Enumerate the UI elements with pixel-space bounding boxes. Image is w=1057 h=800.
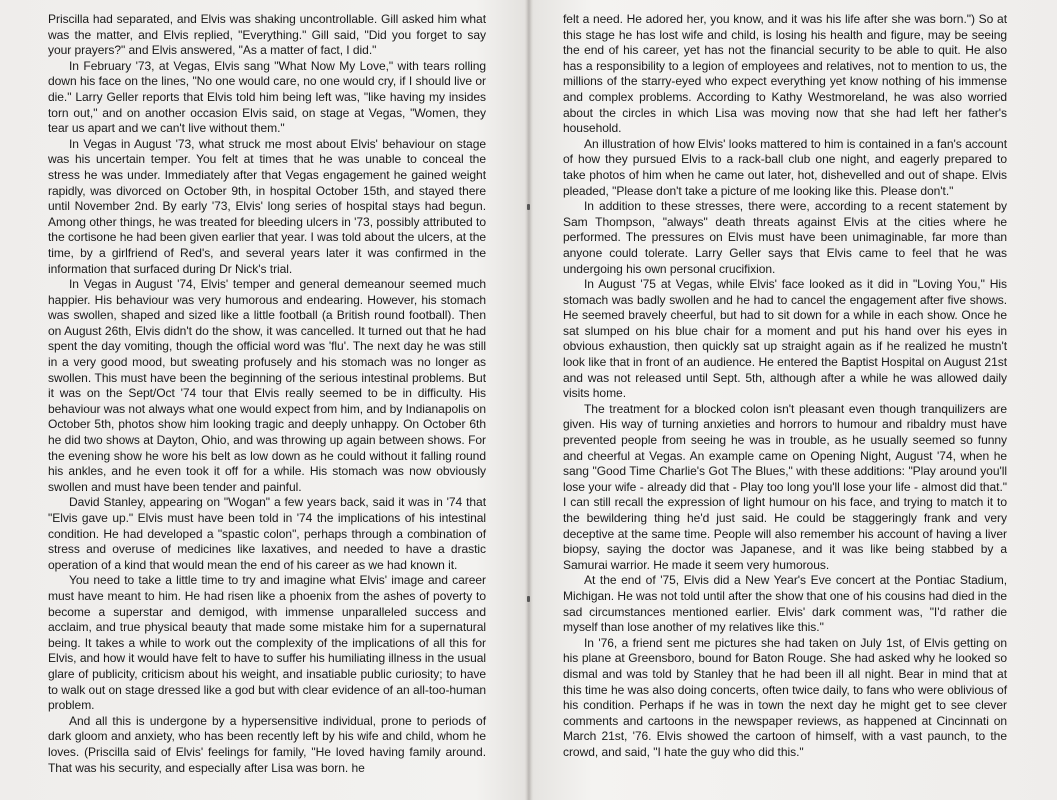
right-page	[563, 12, 1007, 761]
right-paragraph-2: An illustration of how Elvis' looks mattered to him is contained in a fan's account of how they pursued Elvis to a rack-ball club one night, and eagerly prepared to take photos of him when he came out later, hot, dishevelled and out of shape. Elvis pleaded, "Please don't take a picture of me looking like this. Please don't."	[563, 136, 1007, 198]
book-gutter	[526, 0, 532, 800]
left-paragraph-4: In Vegas in August '74, Elvis' temper and general demeanour seemed much happier. His behaviour was very humorous and endearing. However, his stomach was swollen, shaped and sized like a little football (a British round football). Then on August 26th, Elvis didn't do the show, it was cancelled. It turned out that he had spent the day vomiting, though the official word was 'flu'. The next day he was still in a very good mood, but sweating profusely and his stomach was no longer as swollen. This must have been the beginning of the serious intestinal problems. But it was on the Sept/Oct '74 tour that Elvis really seemed to be in difficulty. His behaviour was not always what one would expect from him, and by Indianapolis on October 5th, photos show him looking tragic and deeply unhappy. On October 6th he did two shows at Dayton, Ohio, and was throwing up again between shows. For the evening show he wore his belt as low down as he could without it falling round his ankles, and he even took it off for a while. His stomach was now obviously swollen and must have been tender and painful.	[48, 277, 486, 494]
right-paragraph-1: felt a need. He adored her, you know, and it was his life after she was born.") So at this stage he has lost wife and child, is losing his health and figure, may be seeing the end of his career, yet has not the financial security to be able to quit. He also has a responsibility to a legion of employees and relatives, not to mention to us, the millions of the starry-eyed who expect everything yet know nothing of his immense and complex problems. According to Kathy Westmoreland, he was also worried about the circles in which Lisa was moving now that she had left her father's household.	[563, 12, 1007, 136]
left-page	[48, 12, 486, 776]
binding-mark-top	[527, 204, 530, 210]
binding-mark-bottom	[527, 596, 530, 602]
right-paragraph-7: In '76, a friend sent me pictures she had taken on July 1st, of Elvis getting on his plane at Greensboro, bound for Baton Rouge. She had asked why he looked so dismal and was told by Stanley that he had been ill all night. Bear in mind that at this time he was also doing concerts, often twice daily, to fans who were oblivious of his condition. Perhaps if he was in town the next day he might get to see clever comments and cartoons in the newspaper reviews, as happened at Cincinnati on March 21st, '76. Elvis showed the cartoon of himself, with a vast paunch, to the crowd, and said, "I hate the guy who did this."	[563, 635, 1007, 759]
right-paragraph-3: In addition to these stresses, there were, according to a recent statement by Sam Thompson, "always" death threats against Elvis at the cities where he performed. The pressures on Elvis must have been unimaginable, far more than anyone could tolerate. Larry Geller says that Elvis came to feel that he was undergoing his own personal crucifixion.	[563, 199, 1007, 276]
right-paragraph-4: In August '75 at Vegas, while Elvis' face looked as it did in "Loving You," His stomach was badly swollen and he had to cancel the engagement after five shows. He seemed bravely cheerful, but had to sit down for a while in each show. Once he sat slumped on his blue chair for a moment and put his hand over his eyes in obvious exhaustion, then quickly sat up straight again as if he realized he mustn't look like that in front of an audience. He entered the Baptist Hospital on August 21st and was not released until Sept. 5th, although after a while he was allowed daily visits home.	[563, 277, 1007, 401]
right-paragraph-6: At the end of '75, Elvis did a New Year's Eve concert at the Pontiac Stadium, Michigan. He was not told until after the show that one of his cousins had died in the sad circumstances mentioned earlier. Elvis' dark comment was, "I'd rather die myself than lose another of my relatives like this."	[563, 573, 1007, 635]
left-paragraph-7: And all this is undergone by a hypersensitive individual, prone to periods of dark gloom and anxiety, who has been recently left by his wife and child, whom he loves. (Priscilla said of Elvis' feelings for family, "He loved having family around. That was his security, and especially after Lisa was born. he	[48, 713, 486, 775]
left-paragraph-1: Priscilla had separated, and Elvis was shaking uncontrollable. Gill asked him what was the matter, and Elvis replied, "Everything." Gill said, "Did you forget to say your prayers?" and Elvis answered, "As a matter of fact, I did."	[48, 12, 486, 58]
right-paragraph-5: The treatment for a blocked colon isn't pleasant even though tranquilizers are given. His way of turning anxieties and horrors to humour and ribaldry must have prevented people from seeing he was in trouble, as he usually seemed so funny and cheerful at Vegas. An example came on Opening Night, August '74, when he sang "Good Time Charlie's Got The Blues," with these additions: "Play around you'll lose your wife - already did that - Play too long you'll lose your life - almost did that." I can still recall the expression of light humour on his face, and trying to match it to the bewildering thing he'd just said. He could be staggeringly frank and very deceptive at the same time. People will also remember his account of having a liver biopsy, saying the doctor was Japanese, and it was like being stabbed by a Samurai warrior. He made it seem very humorous.	[563, 401, 1007, 572]
left-paragraph-6: You need to take a little time to try and imagine what Elvis' image and career must have meant to him. He had risen like a phoenix from the ashes of poverty to become a superstar and demigod, with immense unparalleled success and acclaim, and true physical beauty that made some mistake him for a supernatural being. It takes a while to work out the complexity of the implications of all this for Elvis, and how it would have felt to have to suffer his humiliating illness in the usual glare of publicity, criticism about his weight, and insatiable public curiosity; to have to walk out on stage dressed like a god but with clear evidence of an all-too-human problem.	[48, 573, 486, 713]
left-paragraph-5: David Stanley, appearing on "Wogan" a few years back, said it was in '74 that "Elvis gave up." Elvis must have been told in '74 the implications of his intestinal condition. He had developed a "spastic colon", perhaps through a combination of stress and overuse of medicines like laxatives, and needed to have a drastic operation of a kind that would mean the end of his career as we had known it.	[48, 495, 486, 572]
left-paragraph-3: In Vegas in August '73, what struck me most about Elvis' behaviour on stage was his uncertain temper. You felt at times that he was unable to conceal the stress he was under. Immediately after that Vegas engagement he gained weight rapidly, was divorced on October 9th, in hospital October 15th, and stayed there until November 2nd. By early '73, Elvis' long series of hospital stays had begun. Among other things, he was treated for bleeding ulcers in '73, possibly attributed to the cortisone he had been given earlier that year. I was told about the ulcers, at the time, by a girlfriend of Red's, and several years later it was confirmed in the information that surfaced during Dr Nick's trial.	[48, 136, 486, 276]
left-paragraph-2: In February '73, at Vegas, Elvis sang "What Now My Love," with tears rolling down his face on the lines, "No one would care, no one would cry, if I should live or die." Larry Geller reports that Elvis told him being left was, "like having my insides torn out," and on another occasion Elvis said, on stage at Vegas, "Women, they tear us apart and we can't live without them."	[48, 58, 486, 136]
